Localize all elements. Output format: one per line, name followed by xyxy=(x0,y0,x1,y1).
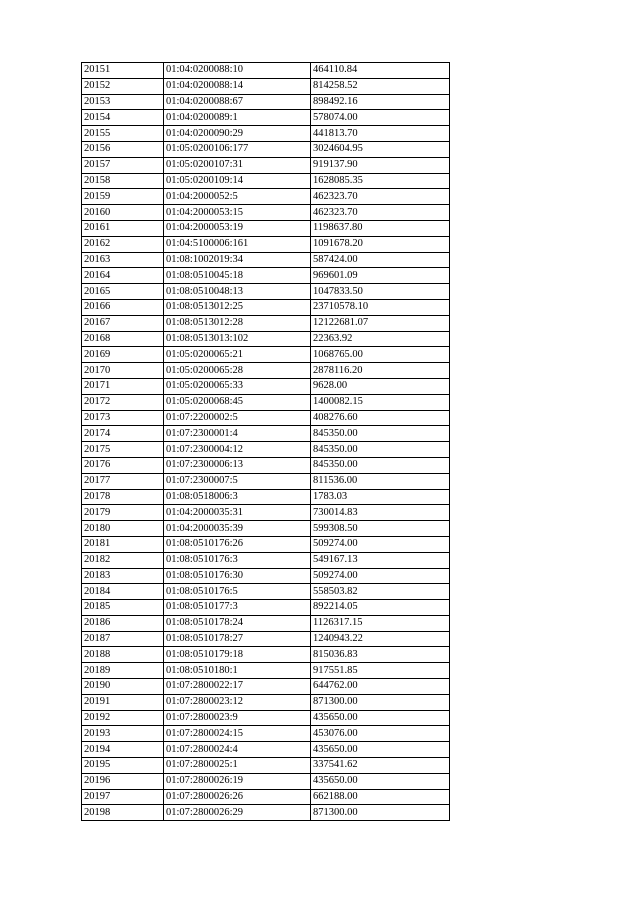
table-row xyxy=(82,600,450,616)
value-cell: 337541.62 xyxy=(311,758,450,774)
value-cell: 892214.05 xyxy=(311,600,450,616)
table-row xyxy=(82,63,450,79)
table-row xyxy=(82,679,450,695)
cadastral-number-cell: 01:04:0200088:67 xyxy=(164,94,311,110)
row-number-cell: 20197 xyxy=(82,789,164,805)
value-cell: 558503.82 xyxy=(311,584,450,600)
row-number-cell: 20178 xyxy=(82,489,164,505)
row-number-cell: 20171 xyxy=(82,378,164,394)
table-row xyxy=(82,299,450,315)
value-cell: 917551.85 xyxy=(311,663,450,679)
cadastral-number-cell: 01:05:0200106:177 xyxy=(164,141,311,157)
row-number-cell: 20192 xyxy=(82,710,164,726)
row-number-cell: 20198 xyxy=(82,805,164,821)
cadastral-number-cell: 01:05:0200068:45 xyxy=(164,394,311,410)
row-number-cell: 20183 xyxy=(82,568,164,584)
cadastral-number-cell: 01:08:0513013:102 xyxy=(164,331,311,347)
row-number-cell: 20181 xyxy=(82,536,164,552)
cadastral-number-cell: 01:07:2800023:9 xyxy=(164,710,311,726)
row-number-cell: 20157 xyxy=(82,157,164,173)
cadastral-number-cell: 01:04:0200089:1 xyxy=(164,110,311,126)
value-cell: 898492.16 xyxy=(311,94,450,110)
value-cell: 814258.52 xyxy=(311,78,450,94)
value-cell: 969601.09 xyxy=(311,268,450,284)
cadastral-number-cell: 01:07:2300006:13 xyxy=(164,457,311,473)
value-cell: 587424.00 xyxy=(311,252,450,268)
cadastral-number-cell: 01:07:2200002:5 xyxy=(164,410,311,426)
cadastral-number-cell: 01:08:0510048:13 xyxy=(164,284,311,300)
table-row xyxy=(82,647,450,663)
value-cell: 1091678.20 xyxy=(311,236,450,252)
table-row xyxy=(82,220,450,236)
value-cell: 845350.00 xyxy=(311,442,450,458)
cadastral-number-cell: 01:04:0200090:29 xyxy=(164,126,311,142)
cadastral-number-cell: 01:05:0200065:28 xyxy=(164,363,311,379)
row-number-cell: 20152 xyxy=(82,78,164,94)
value-cell: 811536.00 xyxy=(311,473,450,489)
cadastral-number-cell: 01:04:2000035:39 xyxy=(164,521,311,537)
row-number-cell: 20156 xyxy=(82,141,164,157)
value-cell: 578074.00 xyxy=(311,110,450,126)
cadastral-number-cell: 01:05:0200065:21 xyxy=(164,347,311,363)
row-number-cell: 20166 xyxy=(82,299,164,315)
cadastral-number-cell: 01:08:0510177:3 xyxy=(164,600,311,616)
table-row xyxy=(82,331,450,347)
table-row xyxy=(82,489,450,505)
value-cell: 1068765.00 xyxy=(311,347,450,363)
cadastral-value-table xyxy=(81,62,450,821)
row-number-cell: 20186 xyxy=(82,615,164,631)
value-cell: 462323.70 xyxy=(311,189,450,205)
row-number-cell: 20155 xyxy=(82,126,164,142)
table-row xyxy=(82,631,450,647)
row-number-cell: 20165 xyxy=(82,284,164,300)
table-row xyxy=(82,726,450,742)
value-cell: 9628.00 xyxy=(311,378,450,394)
cadastral-number-cell: 01:04:0200088:10 xyxy=(164,63,311,79)
value-cell: 919137.90 xyxy=(311,157,450,173)
table-row xyxy=(82,505,450,521)
row-number-cell: 20159 xyxy=(82,189,164,205)
row-number-cell: 20196 xyxy=(82,773,164,789)
value-cell: 2878116.20 xyxy=(311,363,450,379)
row-number-cell: 20167 xyxy=(82,315,164,331)
row-number-cell: 20168 xyxy=(82,331,164,347)
cadastral-number-cell: 01:07:2800024:15 xyxy=(164,726,311,742)
table-row xyxy=(82,378,450,394)
value-cell: 644762.00 xyxy=(311,679,450,695)
table-row xyxy=(82,157,450,173)
value-cell: 3024604.95 xyxy=(311,141,450,157)
row-number-cell: 20185 xyxy=(82,600,164,616)
table-row xyxy=(82,78,450,94)
table-row xyxy=(82,284,450,300)
row-number-cell: 20154 xyxy=(82,110,164,126)
value-cell: 509274.00 xyxy=(311,568,450,584)
table-row xyxy=(82,315,450,331)
value-cell: 453076.00 xyxy=(311,726,450,742)
value-cell: 1198637.80 xyxy=(311,220,450,236)
table-row xyxy=(82,773,450,789)
value-cell: 435650.00 xyxy=(311,742,450,758)
value-cell: 845350.00 xyxy=(311,426,450,442)
row-number-cell: 20153 xyxy=(82,94,164,110)
cadastral-number-cell: 01:05:0200107:31 xyxy=(164,157,311,173)
cadastral-number-cell: 01:08:1002019:34 xyxy=(164,252,311,268)
table-row xyxy=(82,110,450,126)
table-row xyxy=(82,268,450,284)
value-cell: 730014.83 xyxy=(311,505,450,521)
table-row xyxy=(82,710,450,726)
cadastral-number-cell: 01:08:0510176:26 xyxy=(164,536,311,552)
value-cell: 815036.83 xyxy=(311,647,450,663)
table-row xyxy=(82,394,450,410)
cadastral-number-cell: 01:08:0510179:18 xyxy=(164,647,311,663)
row-number-cell: 20179 xyxy=(82,505,164,521)
table-row xyxy=(82,758,450,774)
row-number-cell: 20190 xyxy=(82,679,164,695)
value-cell: 23710578.10 xyxy=(311,299,450,315)
table-row xyxy=(82,742,450,758)
row-number-cell: 20169 xyxy=(82,347,164,363)
value-cell: 464110.84 xyxy=(311,63,450,79)
cadastral-number-cell: 01:04:2000053:19 xyxy=(164,220,311,236)
value-cell: 871300.00 xyxy=(311,805,450,821)
row-number-cell: 20176 xyxy=(82,457,164,473)
table-row xyxy=(82,173,450,189)
table-row xyxy=(82,552,450,568)
table-row xyxy=(82,126,450,142)
value-cell: 1628085.35 xyxy=(311,173,450,189)
cadastral-number-cell: 01:07:2800026:29 xyxy=(164,805,311,821)
value-cell: 22363.92 xyxy=(311,331,450,347)
value-cell: 1400082.15 xyxy=(311,394,450,410)
table-row xyxy=(82,205,450,221)
table-row xyxy=(82,789,450,805)
table-row xyxy=(82,442,450,458)
row-number-cell: 20151 xyxy=(82,63,164,79)
cadastral-number-cell: 01:08:0510178:24 xyxy=(164,615,311,631)
spreadsheet-page xyxy=(81,62,449,821)
table-body xyxy=(82,63,450,821)
row-number-cell: 20194 xyxy=(82,742,164,758)
row-number-cell: 20189 xyxy=(82,663,164,679)
cadastral-number-cell: 01:08:0518006:3 xyxy=(164,489,311,505)
cadastral-number-cell: 01:08:0510176:5 xyxy=(164,584,311,600)
table-row xyxy=(82,805,450,821)
row-number-cell: 20163 xyxy=(82,252,164,268)
value-cell: 435650.00 xyxy=(311,773,450,789)
cadastral-number-cell: 01:07:2800026:19 xyxy=(164,773,311,789)
cadastral-number-cell: 01:08:0513012:28 xyxy=(164,315,311,331)
row-number-cell: 20172 xyxy=(82,394,164,410)
row-number-cell: 20184 xyxy=(82,584,164,600)
table-row xyxy=(82,252,450,268)
cadastral-number-cell: 01:07:2800022:17 xyxy=(164,679,311,695)
row-number-cell: 20182 xyxy=(82,552,164,568)
row-number-cell: 20191 xyxy=(82,694,164,710)
table-row xyxy=(82,615,450,631)
table-row xyxy=(82,536,450,552)
value-cell: 549167.13 xyxy=(311,552,450,568)
table-row xyxy=(82,584,450,600)
table-row xyxy=(82,236,450,252)
cadastral-number-cell: 01:08:0510045:18 xyxy=(164,268,311,284)
table-row xyxy=(82,663,450,679)
cadastral-number-cell: 01:07:2300004:12 xyxy=(164,442,311,458)
value-cell: 1047833.50 xyxy=(311,284,450,300)
row-number-cell: 20173 xyxy=(82,410,164,426)
row-number-cell: 20177 xyxy=(82,473,164,489)
cadastral-number-cell: 01:07:2800023:12 xyxy=(164,694,311,710)
table-row xyxy=(82,568,450,584)
table-row xyxy=(82,189,450,205)
value-cell: 1240943.22 xyxy=(311,631,450,647)
table-row xyxy=(82,363,450,379)
row-number-cell: 20164 xyxy=(82,268,164,284)
value-cell: 408276.60 xyxy=(311,410,450,426)
cadastral-number-cell: 01:05:0200065:33 xyxy=(164,378,311,394)
row-number-cell: 20160 xyxy=(82,205,164,221)
value-cell: 871300.00 xyxy=(311,694,450,710)
cadastral-number-cell: 01:08:0513012:25 xyxy=(164,299,311,315)
table-row xyxy=(82,141,450,157)
cadastral-number-cell: 01:08:0510176:30 xyxy=(164,568,311,584)
value-cell: 845350.00 xyxy=(311,457,450,473)
cadastral-number-cell: 01:04:2000053:15 xyxy=(164,205,311,221)
row-number-cell: 20170 xyxy=(82,363,164,379)
value-cell: 1126317.15 xyxy=(311,615,450,631)
table-row xyxy=(82,94,450,110)
row-number-cell: 20175 xyxy=(82,442,164,458)
table-row xyxy=(82,473,450,489)
cadastral-number-cell: 01:04:2000035:31 xyxy=(164,505,311,521)
value-cell: 1783.03 xyxy=(311,489,450,505)
row-number-cell: 20193 xyxy=(82,726,164,742)
row-number-cell: 20158 xyxy=(82,173,164,189)
row-number-cell: 20188 xyxy=(82,647,164,663)
table-row xyxy=(82,521,450,537)
value-cell: 662188.00 xyxy=(311,789,450,805)
cadastral-number-cell: 01:08:0510178:27 xyxy=(164,631,311,647)
table-row xyxy=(82,426,450,442)
value-cell: 441813.70 xyxy=(311,126,450,142)
row-number-cell: 20180 xyxy=(82,521,164,537)
cadastral-number-cell: 01:07:2300007:5 xyxy=(164,473,311,489)
cadastral-number-cell: 01:05:0200109:14 xyxy=(164,173,311,189)
row-number-cell: 20187 xyxy=(82,631,164,647)
cadastral-number-cell: 01:04:5100006:161 xyxy=(164,236,311,252)
row-number-cell: 20174 xyxy=(82,426,164,442)
cadastral-number-cell: 01:08:0510176:3 xyxy=(164,552,311,568)
table-row xyxy=(82,410,450,426)
cadastral-number-cell: 01:04:0200088:14 xyxy=(164,78,311,94)
value-cell: 462323.70 xyxy=(311,205,450,221)
row-number-cell: 20161 xyxy=(82,220,164,236)
value-cell: 12122681.07 xyxy=(311,315,450,331)
cadastral-number-cell: 01:04:2000052:5 xyxy=(164,189,311,205)
cadastral-number-cell: 01:07:2800025:1 xyxy=(164,758,311,774)
cadastral-number-cell: 01:07:2800024:4 xyxy=(164,742,311,758)
value-cell: 599308.50 xyxy=(311,521,450,537)
table-row xyxy=(82,694,450,710)
cadastral-number-cell: 01:07:2800026:26 xyxy=(164,789,311,805)
table-row xyxy=(82,457,450,473)
value-cell: 435650.00 xyxy=(311,710,450,726)
value-cell: 509274.00 xyxy=(311,536,450,552)
cadastral-number-cell: 01:07:2300001:4 xyxy=(164,426,311,442)
cadastral-number-cell: 01:08:0510180:1 xyxy=(164,663,311,679)
row-number-cell: 20162 xyxy=(82,236,164,252)
table-row xyxy=(82,347,450,363)
row-number-cell: 20195 xyxy=(82,758,164,774)
